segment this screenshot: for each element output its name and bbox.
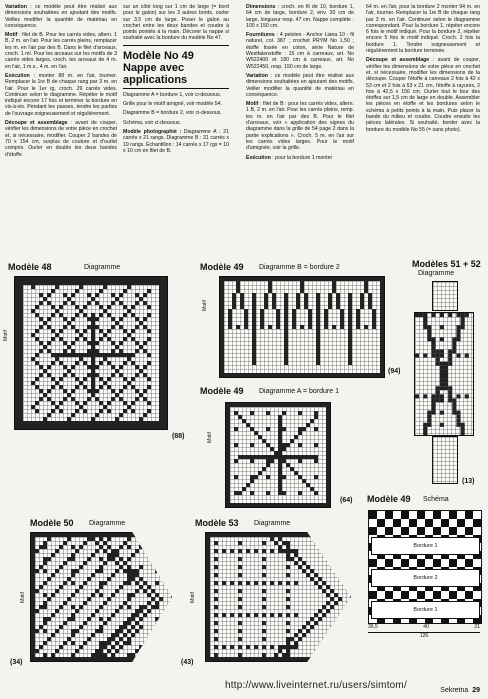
model-48-diagram [14, 276, 168, 430]
paragraph [366, 57, 480, 133]
paragraph [5, 73, 117, 117]
model-49a-diagram [225, 402, 331, 508]
model-49a-motif-label: Motif [207, 432, 213, 443]
section-rule [123, 88, 229, 89]
model-50-ref: (34) [10, 659, 23, 666]
paragraph [246, 155, 354, 161]
schema-width: 126 [368, 632, 480, 639]
model-53-title: Modèle 53 [195, 518, 239, 528]
model-51-52-diagram-mid [414, 312, 474, 436]
paragraph-heading: Motif [5, 32, 18, 39]
paragraph-text: 64 m. en l'air, pour la bordure 2 monter 94 m. en l'air, tourner. Remplacer la 1re B de chaque rang par 3 m. en l'air. Continuer selon le diagramme correspondant. Pour la bordure 1, répéter encore 6 fois le motif indiqué. Pour la bordure 2, répéter encore 5 fois le motif indiqué. Croch. 2 fois la bordure 1. Tendre soigneusement et régulièrement la bordure terminée. [366, 4, 480, 55]
schema-subtitle: Schéma [423, 496, 449, 503]
paragraph-text: Grille pour le motif amigné, voir modèle 54. [123, 101, 222, 108]
model-49b-motif-label: Motif [202, 300, 208, 311]
paragraph-text: : 4 pelotes - Anchor Liana 10 - fil naturel, col. 387 ; crochet PRYM No 1,50 ; étoffe tissée en coton, série Nature de Westfalenstoffe : 15 cm à carreaux, art. No W522400 et 180 cm à carreaux, art. No W522450, resp. 150 cm de large. [246, 32, 354, 70]
paragraph [246, 101, 354, 151]
paragraph-heading: Modèle photographié : [123, 128, 182, 135]
paragraph [123, 4, 229, 42]
model-50-title: Modèle 50 [30, 518, 74, 528]
paragraph [366, 4, 480, 54]
paragraph-heading: Exécution [5, 72, 30, 79]
paragraph-text: Schéma, voir ci-dessous. [123, 119, 181, 126]
paragraph [246, 32, 354, 70]
paragraph-heading: Variation [246, 72, 268, 79]
paragraph-text: sur un côté long sur 1 cm de large (= bord pour le galon) sur les 3 autres bords, ourler sur 3,5 cm de large. Poser le galon au crochet entre les deux bandes et coudre à points pointés à la main. Décorer la nappe si souhaité avec la bordure du modèle No 47. [123, 4, 229, 42]
paragraph-text: Diagramme B = bordure 2, voir ci-dessous. [123, 110, 222, 117]
page-footer: Sekretna 29 [440, 687, 480, 694]
paragraph-text: Diagramme A : 21 carrés x 21 rangs. Diagramme B : 31 carrés x 19 rangs. Échantillon : 14 carrés x 17 rgs = 10 x 10 cm en filet de B. [123, 128, 229, 154]
paragraph-heading: Découpe et assemblage [366, 57, 430, 64]
model-49b-subtitle: Diagramme B = bordure 2 [259, 264, 340, 271]
paragraph [123, 120, 229, 126]
paragraph [5, 4, 117, 29]
text-column-4 [366, 4, 480, 136]
model-51-52-title: Modèles 51 + 52 [412, 259, 481, 269]
model-51-52-subtitle: Diagramme [418, 270, 455, 277]
paragraph-text: : avant de couper, vérifier les dimensions de votre pièce en crochet et, si nécessaire, modifier les dimensions de la découpe. Couper l'étoffe à carreaux 2 fois à 42 x 53 cm et 2 fois à 53 x 21 cm, l'étoffe à rayures, 2 fois à 42,5 x 156 cm. Ourler tout le tour des étoffes sur 1,5 cm de large en double. Assembler les pièces en étoffe et les bordures selon le schéma à petits points à la main. Puis placer la bande du milieu et coudre. Coudre ensuite les pièces latérales. Si souhaité, border avec la bordure du modèle No 55 (= sans photo). [366, 57, 480, 133]
paragraph [5, 120, 117, 158]
schema-diagram [368, 510, 482, 624]
paragraph-heading: Exécution [246, 154, 271, 161]
model-48-motif-label: Motif [3, 330, 9, 341]
paragraph-text: : filet de B : pour les carrés vides, altern. 1 B, 2 m. en l'air. Pour les carrés pleins, remp. les m. en l'air par des B. Pour le filet d'arceaux, voir « application des signes du diagramme dans la grille de 54 page 2 dans la partie explications ». Croch. 5 m. en l'air sur les carrés vides larges. Pour le motif d'amignée, voir la grille. [246, 101, 354, 152]
model-50-diagram [30, 532, 172, 662]
paragraph-text: : ce modèle peut être réalisé aux dimensions souhaitées en ajoutant des motifs. Veiller modifier la quantité de matériau en conséquence. [246, 72, 354, 98]
paragraph [123, 110, 229, 116]
schema-band-2: Bordure 2 [371, 569, 480, 587]
paragraph [123, 129, 229, 154]
model-51-52-diagram-top [432, 281, 458, 311]
paragraph [123, 101, 229, 107]
paragraph-text: : monter 88 m. en l'air, tourner. Remplacer la 1re B de chaque rang par 3 m. en l'air. Pour le 1er rg, croch. 29 carrés vides. Continuer selon le diagramme. Répéter le motif indiqué encore 17 fois et terminer la bordure en vis-à-vis. Pendant les passes, tendre les parties de l'ouvrage soigneusement et régulièrement. [5, 72, 117, 117]
paragraph-heading: Dimensions [246, 4, 276, 10]
section-title: Modèle No 49 Nappe avec applications [123, 49, 194, 86]
source-url: http://www.liveinternet.ru/users/simtom/ [225, 680, 407, 691]
text-column-2 [123, 4, 229, 157]
paragraph [5, 32, 117, 70]
paragraph-text: : ce modèle peut être réalisé aux dimensions souhaitées en ajoutant des motifs. Veillez modifier la quantité de matériau en conséquence. [5, 4, 117, 29]
text-column-3 [246, 4, 354, 164]
model-53-subtitle: Diagramme [254, 520, 291, 527]
paragraph-heading: Variation [5, 4, 27, 10]
model-48-ref: (88) [172, 433, 185, 440]
schema-band-3: Bordure 1 [371, 601, 480, 619]
paragraph [246, 73, 354, 98]
model-50-subtitle: Diagramme [89, 520, 126, 527]
paragraph [246, 4, 354, 29]
paragraph-text: : pour la bordure 1 monter [270, 154, 333, 161]
model-48-subtitle: Diagramme [84, 264, 121, 271]
section-rule [123, 45, 229, 46]
model-53-motif-label: Motif [190, 592, 196, 603]
model-51-52-ref: (13) [462, 478, 475, 485]
model-49a-subtitle: Diagramme A = bordure 1 [259, 388, 339, 395]
paragraph-text: : croch. en fil de 10, bordure 1, 64 cm de large, bordure 2, env. 20 cm de large, longueur resp. 47 cm. Nappe complète : 100 x 150 cm. [246, 4, 354, 29]
model-53-ref: (43) [181, 659, 194, 666]
paragraph-heading: Découpe et assemblage [5, 120, 68, 127]
text-column-1 [5, 4, 117, 161]
paragraph-text: : filet de B. Pour les carrés vides, altern. 1 B, 2 m. en l'air. Pour les carrés pleins, remplacer les m. en l'air par des B. Dans le filet d'arceaux, croch. 1 ml. Pour les arceaux sur les motifs de 3 carrés vides larges, croch. les arceaux de 4 m. en l'air, 1 m.s., 4 m. en l'air. [5, 32, 117, 70]
schema-title: Modèle 49 [367, 494, 411, 504]
model-50-motif-label: Motif [20, 592, 26, 603]
model-49b-title: Modèle 49 [200, 262, 244, 272]
model-49a-ref: (64) [340, 497, 353, 504]
schema-band-1: Bordure 1 [371, 537, 480, 555]
paragraph-heading: Motif [246, 101, 259, 108]
model-53-diagram [205, 532, 351, 662]
model-49b-ref: (94) [388, 368, 401, 375]
model-48-title: Modèle 48 [8, 262, 52, 272]
paragraph-text: : avant de couper, vérifier les dimensions de votre pièce en crochet et, si nécessaire, modifier. Couper 2 bandes de 70 x 154 cm, surplus de couture et d'ourlet compris. Ourler en double les deux bandes d'étoffe. [5, 120, 117, 158]
paragraph-text: Diagramme A = bordure 1, voir ci-dessous. [123, 91, 222, 98]
paragraph [123, 92, 229, 98]
schema-dimensions: 36,5 40 21 [368, 624, 480, 630]
paragraph-heading: Fournitures [246, 32, 275, 39]
model-49b-diagram [219, 276, 385, 378]
model-49a-title: Modèle 49 [200, 386, 244, 396]
model-51-52-diagram-bottom [432, 436, 458, 484]
